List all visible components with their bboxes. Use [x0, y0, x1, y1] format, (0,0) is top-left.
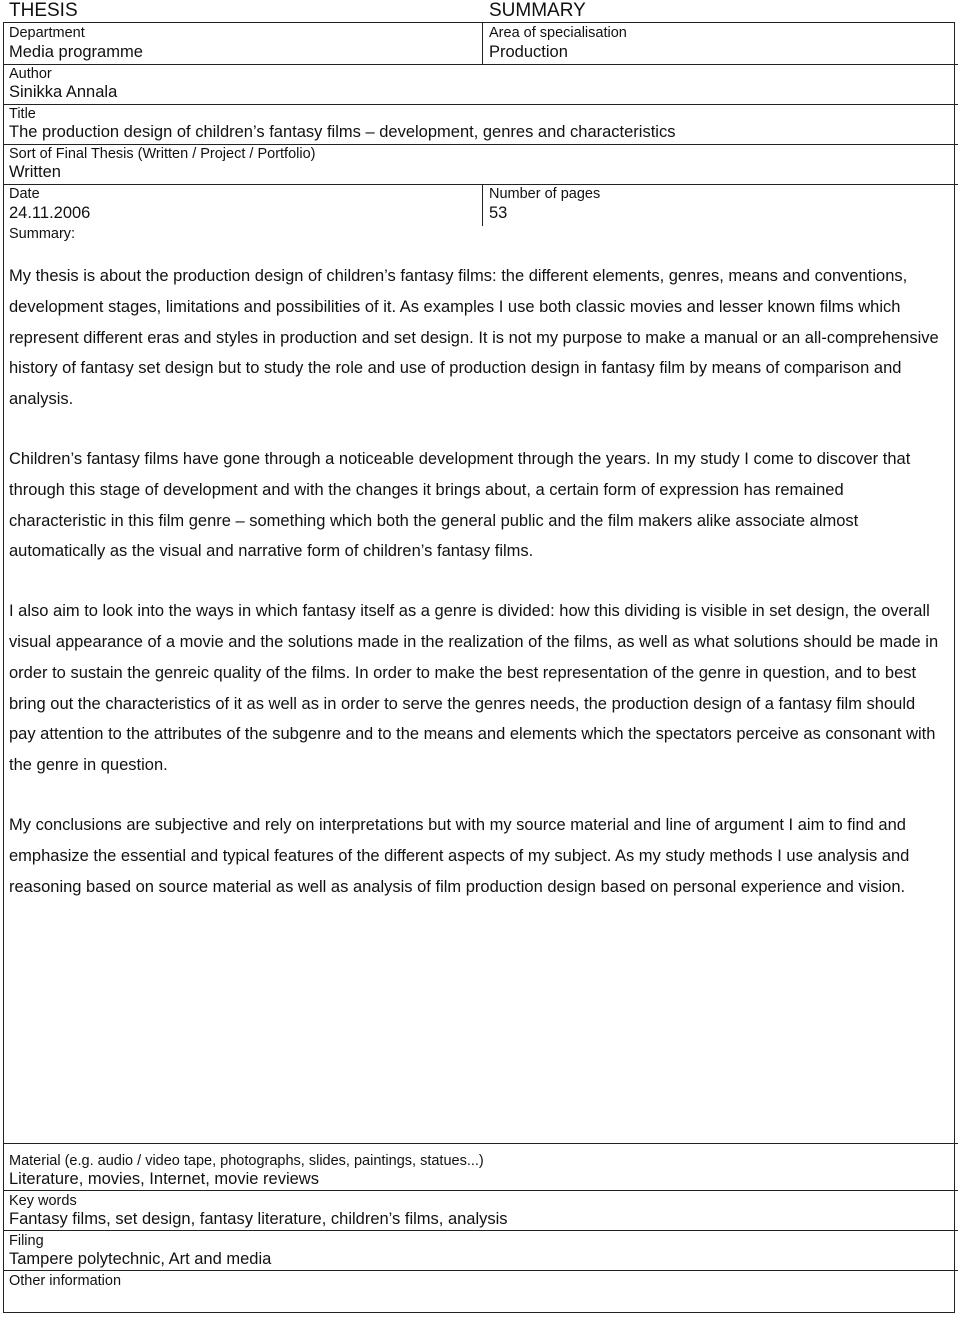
summary-paragraph: Children’s fantasy films have gone through a noticeable development through the years. In my study I come to discover that through this stage of development and with the changes it brings about, a certain form of expression has remained characteristic in this film genre – something which both the general public and the film makers alike associate almost automatically as the visual and narrative form of children’s fantasy films. — [9, 449, 911, 561]
keywords-value: Fantasy films, set design, fantasy literature, children’s films, analysis — [9, 1210, 508, 1228]
filing-label: Filing — [9, 1233, 44, 1249]
date-value: 24.11.2006 — [9, 204, 91, 222]
divider-filing — [3, 1270, 958, 1271]
author-label: Author — [9, 66, 52, 82]
thesis-heading: THESIS — [9, 0, 78, 21]
filing-value: Tampere polytechnic, Art and media — [9, 1250, 272, 1268]
divider-title — [3, 144, 958, 145]
pages-value: 53 — [489, 204, 508, 222]
author-value: Sinikka Annala — [9, 83, 118, 101]
pages-label: Number of pages — [489, 186, 601, 202]
keywords-label: Key words — [9, 1193, 77, 1209]
divider-thesis-sort — [3, 184, 958, 185]
other-info-label: Other information — [9, 1273, 122, 1289]
title-label: Title — [9, 106, 36, 122]
material-value: Literature, movies, Internet, movie reviews — [9, 1170, 319, 1188]
divider-department — [3, 64, 958, 65]
summary-heading: SUMMARY — [489, 0, 586, 21]
summary-paragraph: I also aim to look into the ways in which fantasy itself as a genre is divided: how this dividing is visible in set design, the overall visual appearance of a movie and the solutions made in the realization of the films, as well as what solutions should be made in order to sustain the genreic quality of the films. In order to make the best representation of the genre in question, and to best bring out the characteristics of it as well as in order to serve the genres needs, the production design of a fantasy film should pay attention to the attributes of the subgenre and to the means and elements which the spectators perceive as consonant with the genre in question. — [9, 602, 939, 775]
material-label: Material (e.g. audio / video tape, photographs, slides, paintings, statues...) — [9, 1153, 484, 1169]
department-label: Department — [9, 25, 85, 41]
specialisation-label: Area of specialisation — [489, 25, 627, 41]
summary-body — [9, 261, 944, 931]
divider-summary — [3, 1143, 958, 1144]
title-value: The production design of children’s fantasy films – development, genres and characteristics — [9, 123, 676, 141]
summary-label: Summary: — [9, 226, 76, 242]
summary-paragraph: My thesis is about the production design of children’s fantasy films: the different elements, genres, means and conventions, development stages, limitations and possibilities of it. As examples I use both classic movies and lesser known films which represent different eras and styles in production and set design. It is not my purpose to make a manual or an all-comprehensive history of fantasy set design but to study the role and use of production design in fantasy film by means of comparison and analysis. — [9, 267, 939, 409]
summary-paragraph: My conclusions are subjective and rely on interpretations but with my source material and line of argument I aim to find and emphasize the essential and typical features of the different aspects of my subject. As my study methods I use analysis and reasoning based on source material as well as analysis of film production design based on personal experience and vision. — [9, 815, 910, 896]
thesis-sort-value: Written — [9, 163, 61, 181]
divider-vertical-top — [482, 22, 483, 64]
divider-author — [3, 104, 958, 105]
divider-material — [3, 1190, 958, 1191]
divider-keywords — [3, 1230, 958, 1231]
thesis-sort-label: Sort of Final Thesis (Written / Project / Portfolio) — [9, 146, 316, 162]
specialisation-value: Production — [489, 43, 568, 61]
divider-vertical-date — [482, 184, 483, 226]
department-value: Media programme — [9, 43, 143, 61]
date-label: Date — [9, 186, 40, 202]
